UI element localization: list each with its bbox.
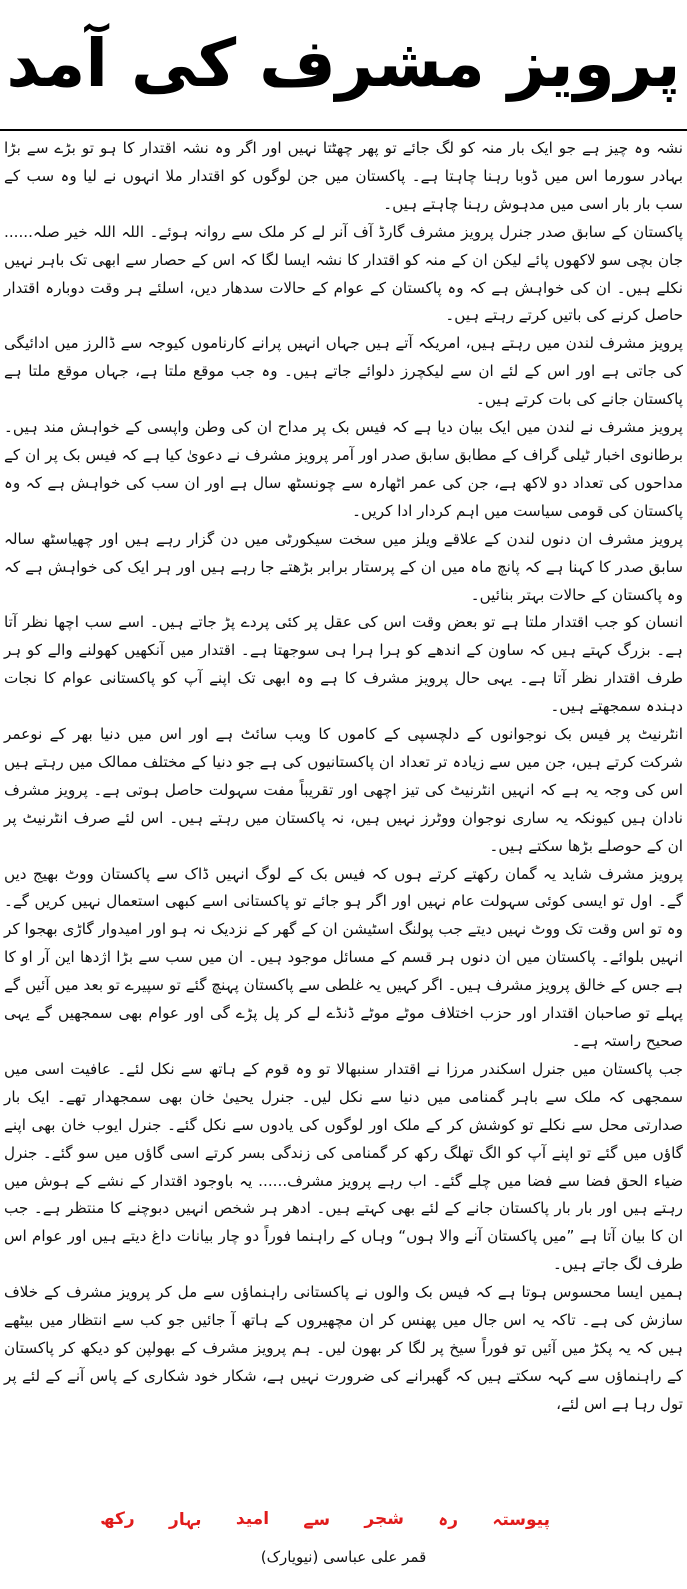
motto-word: شجر (364, 1509, 404, 1529)
headline: پرویز مشرف کی آمد (6, 25, 681, 102)
motto-word: امید (235, 1509, 270, 1529)
headline-rule (0, 129, 687, 131)
paragraph: ہمیں ایسا محسوس ہوتا ہے کہ فیس بک والوں نے پاکستانی راہنماؤں سے مل کر پرویز مشرف کے خلاف سازش کی ہے۔ تاکہ یہ اس جال میں پھنس کر ان مچھیروں کے ہاتھ آ جائیں جو کب سے انتظار میں بیٹھے ہیں کہ یہ پکڑ میں آئیں تو فوراً سیخ پر لگا کر بھون لیں۔ ہم پرویز مشرف کے بھولپن کو دیکھ کر پاکستان کے راہنماؤں سے کہہ سکتے ہیں کہ گھبرانے کی ضرورت نہیں ہے، شکار خود شکاری کے پاس آنے کے لئے پر تول رہا ہے اس لئے، (4, 1283, 683, 1413)
closing-motto (100, 1506, 550, 1532)
paragraph: انٹرنیٹ پر فیس بک نوجوانوں کے دلچسپی کے کاموں کا ویب سائٹ ہے اور اس میں دنیا بھر کے نوعمر شرکت کرتے ہیں، جن میں سے زیادہ تر تعداد ان پاکستانیوں کی ہے جو دنیا کے مختلف ممالک میں رہتے ہیں اس کی وجہ یہ ہے کہ انہیں انٹرنیٹ کی تیز اچھی اور تقریباً مفت سہولت حاصل ہوتی ہے۔ پرویز مشرف نادان ہیں کیونکہ یہ ساری نوجوان ووٹرز نہیں ہیں، نہ پاکستان میں رہتے ہیں۔ اس لئے صرف انٹرنیٹ پر ان کے حوصلے بڑھا سکتے ہیں۔ (4, 725, 683, 855)
paragraph: پاکستان کے سابق صدر جنرل پرویز مشرف گارڈ آف آنر لے کر ملک سے روانہ ہوئے۔ اللہ اللہ خیر صلہ...... جان بچی سو لاکھوں پائے لیکن ان کے منہ کو اقتدار کا نشہ ایسا لگا کہ اس کے حصار سے ابھی تک باہر نہیں نکلے ہیں۔ ان کی خواہش ہے کہ وہ پاکستان کے عوام کے حالات سدھار دیں، اسلئے ہر وقت دوبارہ اقتدار حاصل کرنے کی باتیں کرتے رہتے ہیں۔ (4, 222, 683, 325)
author-byline: قمر علی عباسی (نیویارک) (260, 1548, 427, 1566)
paragraph: انسان کو جب اقتدار ملتا ہے تو بعض وقت اس کی عقل پر کئی پردے پڑ جاتے ہیں۔ اسے سب اچھا نظر آتا ہے۔ بزرگ کہتے ہیں کہ ساون کے اندھے کو ہرا ہرا ہی سوجھتا ہے۔ اقتدار میں آنکھیں کھولنے والے کو ہر طرف اقتدار نظر آتا ہے۔ یہی حال پرویز مشرف کا ہے وہ ابھی تک اپنے آپ کو پاکستانی عوام کا نجات دہندہ سمجھتے ہیں۔ (4, 613, 683, 716)
motto-word: رکھ (100, 1509, 135, 1529)
motto-word: پیوستہ (492, 1509, 550, 1530)
paragraph: جب پاکستان میں جنرل اسکندر مرزا نے اقتدار سنبھالا تو وہ قوم کے ہاتھ سے نکل لئے۔ عافیت اسی میں سمجھی کہ ملک سے باہر گمنامی میں دنیا سے نکل لیں۔ جنرل یحییٰ خان بھی سمجھدار تھے۔ ایک بار صدارتی محل سے نکلے تو کوشش کر کے ملک اور لوگوں کی یادوں سے نکل گئے۔ جنرل ایوب خان بھی اپنے گاؤں میں گئے تو اپنے آپ کو الگ تھلگ رکھ کر گمنامی کی زندگی بسر کرتے اسی گاؤں میں سو گئے۔ جنرل ضیاء الحق فضا سے فضا میں چلے گئے۔ اب رہے پرویز مشرف...... یہ باوجود اقتدار کے نشے کے ہوش میں رہتے ہیں اور بار بار پاکستان جانے کے لئے بھی کہتے ہیں۔ ادھر ہر شخص انہیں دبوچنے کا منتظر ہے۔ جب ان کا بیان آتا ہے ”میں پاکستان آنے والا ہوں“ وہاں کے راہنما فوراً دو چار بیانات داغ دیتے ہیں اور عوام اس طرف لگ جاتے ہیں۔ (4, 1059, 683, 1274)
paragraph: پرویز مشرف نے لندن میں ایک بیان دیا ہے کہ فیس بک پر مداح ان کی وطن واپسی کے خواہش مند ہیں۔ برطانوی اخبار ٹیلی گراف کے مطابق سابق صدر اور آمر پرویز مشرف نے دعویٰ کیا ہے کہ فیس بک پر ان کے مداحوں کی تعداد دو لاکھ ہے، جن کی عمر اٹھارہ سے چونسٹھ سال ہے اور ان سب کی خواہش ہے کہ وہ پاکستان کی قومی سیاست میں اہم کردار ادا کریں۔ (4, 418, 683, 520)
paragraph: پرویز مشرف شاید یہ گمان رکھتے کرتے ہوں کہ فیس بک کے لوگ انہیں ڈاک سے پاکستان ووٹ بھیج دیں گے۔ اول تو ایسی کوئی سہولت عام نہیں اور اگر ہو جائے تو پاکستانی اسے کبھی استعمال نہیں کریں گے۔ وہ تو اس وقت تک ووٹ نہیں دیتے جب پولنگ اسٹیشن ان کے گھر کے نزدیک نہ ہو اور امیدوار گاڑی بھجوا کر انہیں بلوائے۔ پاکستان میں ان دنوں ہر قسم کے مسائل موجود ہیں۔ ان میں سب سے بڑا اژدھا این آر او کا ہے جس کے خالق پرویز مشرف ہیں۔ اگر کہیں یہ غلطی سے پاکستان پہنچ گئے تو سپیرے تو بعد میں آئیں گے پہلے تو صاحبان اقتدار اور حزب اختلاف موٹے موٹے ڈنڈے لے کر پل پڑے گی اور عوام بھی سمجھیں گے یہی صحیح راستہ ہے۔ (4, 864, 683, 1050)
paragraph: پرویز مشرف ان دنوں لندن کے علاقے ویلز میں سخت سیکورٹی میں دن گزار رہے ہیں اور چھیاسٹھ سالہ سابق صدر کا کہنا ہے کہ پانچ ماہ میں ان کے پرستار برابر بڑھتے جا رہے ہیں اور ہر ایک کی خواہش ہے کہ وہ پاکستان کے حالات بہتر بنائیں۔ (4, 529, 683, 604)
motto-word: بہار (169, 1509, 202, 1530)
motto-word: سے (303, 1509, 331, 1530)
paragraph: نشہ وہ چیز ہے جو ایک بار منہ کو لگ جائے تو پھر چھٹتا نہیں اور اگر وہ نشہ اقتدار کا ہو تو بڑے سے بڑا بہادر سورما اس میں ڈوبا رہنا چاہتا ہے۔ پاکستان میں جن لوگوں کو اقتدار ملا انہوں نے لیا وہ سب کے سب بار بار اسی میں مدہوش رہنا چاہتے ہیں۔ (4, 139, 683, 213)
motto-word: رہ (438, 1509, 459, 1530)
article-body (4, 135, 683, 1419)
paragraph: پرویز مشرف لندن میں رہتے ہیں، امریکہ آتے ہیں جہاں انہیں پرانے کارناموں کیوجہ سے ڈالرز میں ادائیگی کی جاتی ہے اور اس کے لئے ان سے لیکچرز دلوائے جاتے ہیں۔ وہ جب موقع ملتا ہے، جہاں موقع ملتا ہے پاکستان جانے کی بات کرتے ہیں۔ (4, 334, 683, 409)
